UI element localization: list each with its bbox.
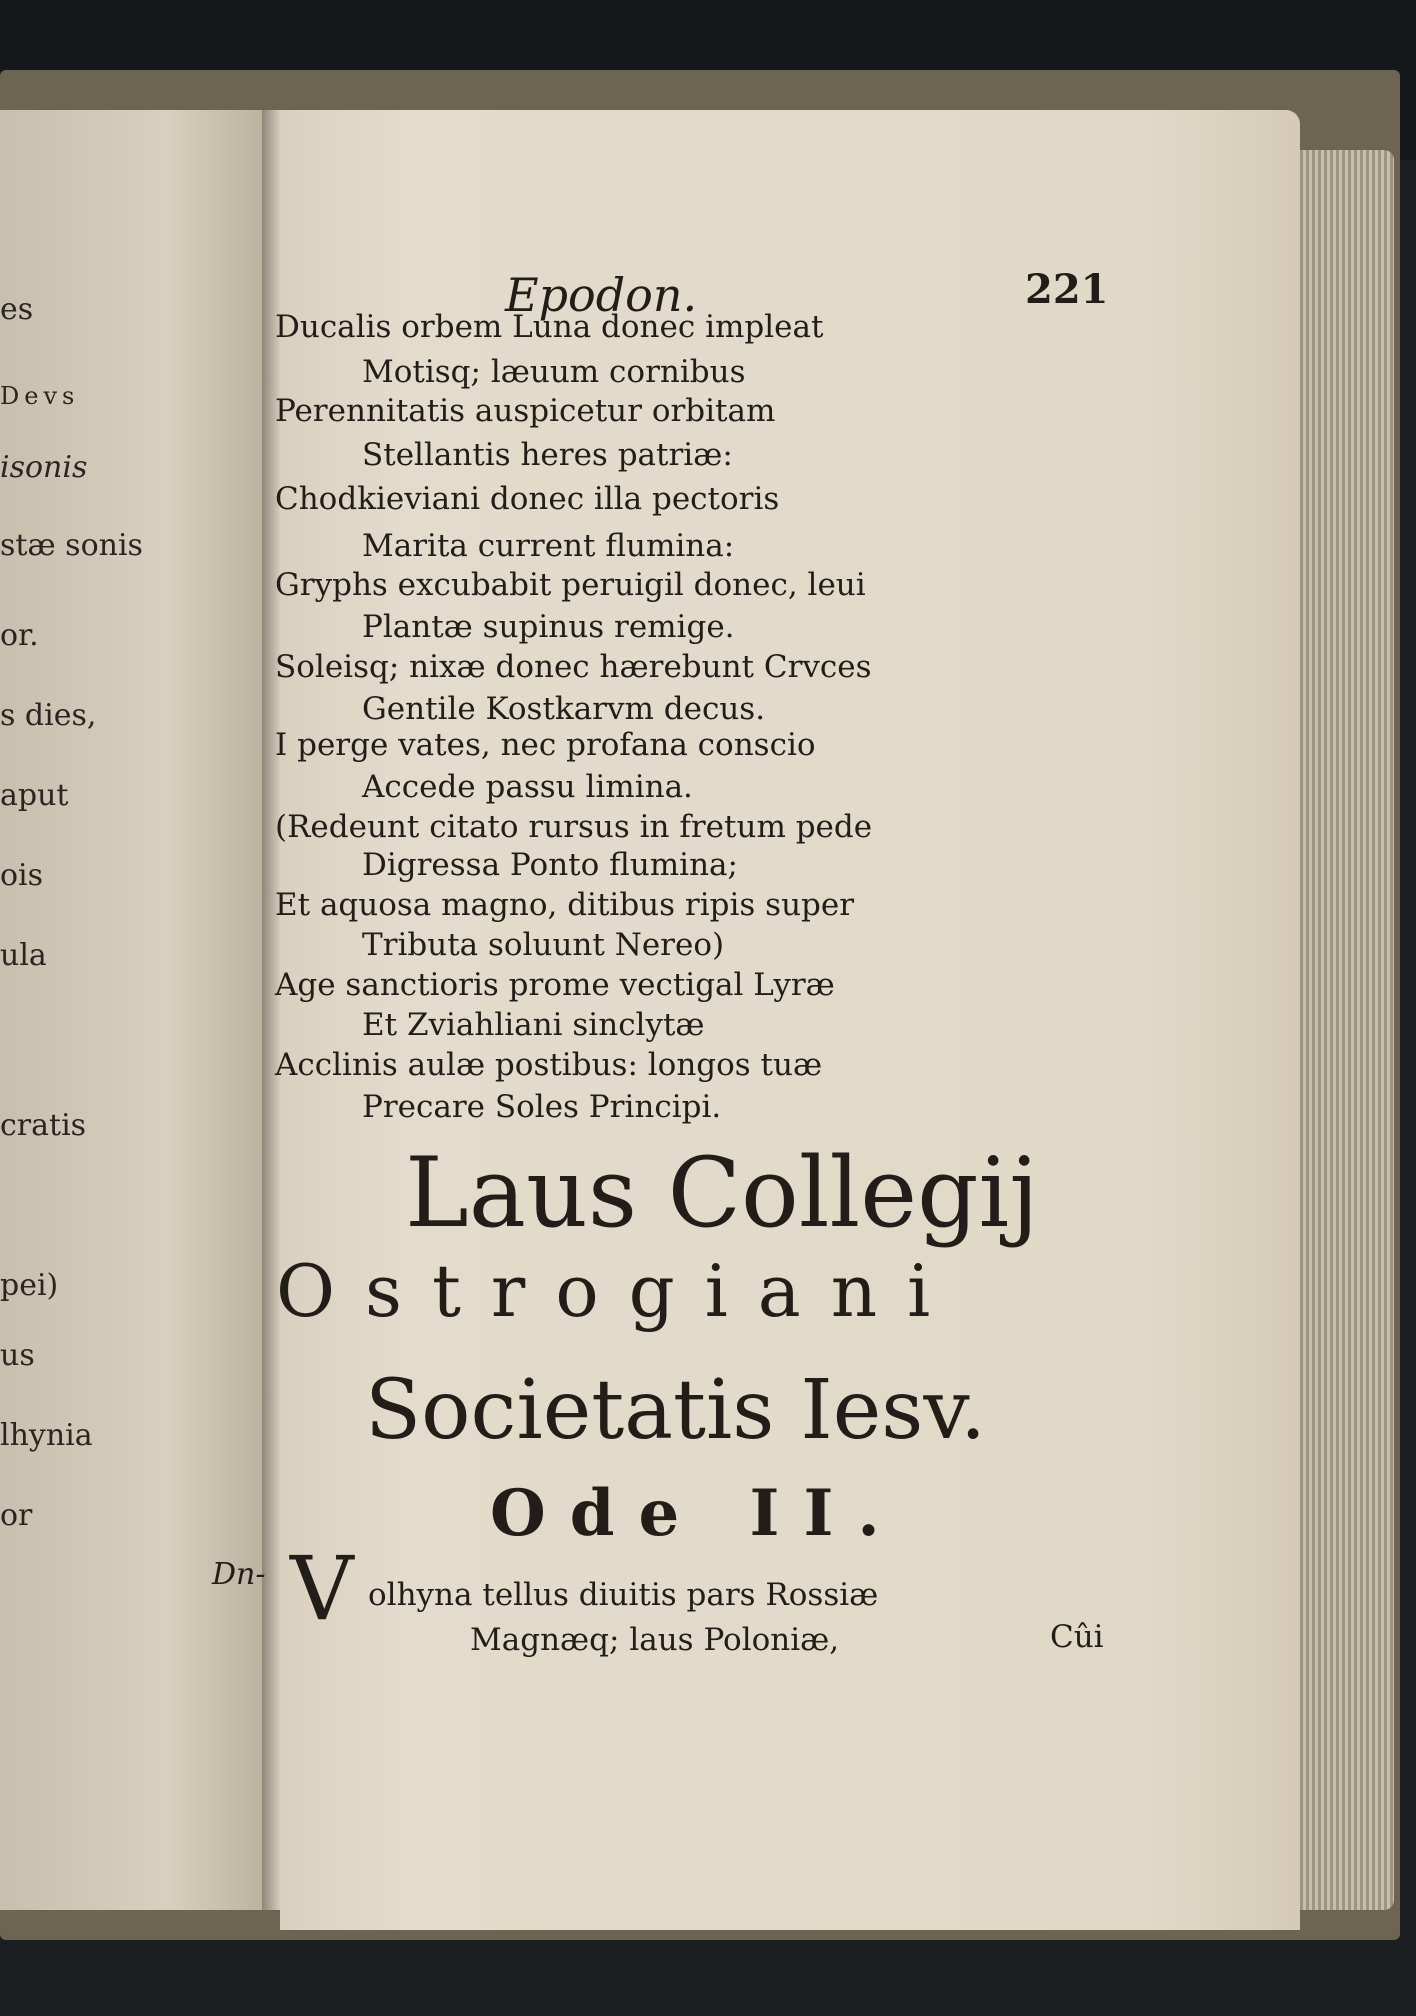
verse-line: Age sanctioris prome vectigal Lyræ [275,967,835,1003]
verse-line: Precare Soles Principi. [362,1089,722,1125]
left-fragment: cratis [0,1108,87,1143]
verse-line: Chodkieviani donec illa pectoris [275,481,780,517]
left-fragment: stæ sonis [0,528,143,563]
running-title: Epodon. [505,268,698,322]
verse-line: Gentile Kostkarvm decus. [362,691,766,727]
page-number: 221 [1025,266,1109,313]
left-fragment: aput [0,778,69,813]
left-fragment: or. [0,618,39,653]
left-fragment: lhynia [0,1418,93,1453]
verse-line: Motisq; læuum cornibus [362,354,746,390]
verse-line: Perennitatis auspicetur orbitam [275,393,776,429]
verse-line: Gryphs excubabit peruigil donec, leui [275,567,866,603]
verse-line: Digressa Ponto flumina; [362,847,738,883]
page-edges [1294,150,1394,1910]
left-fragment: s dies, [0,698,97,733]
left-fragment: Devs [0,382,80,410]
verse-line: Tributa soluunt Nereo) [362,927,725,963]
left-catchword: Dn- [212,1557,266,1592]
left-page [0,110,280,1910]
verse-line: (Redeunt citato rursus in fretum pede [275,809,873,845]
verse-line: Acclinis aulæ postibus: longos tuæ [275,1047,823,1083]
verse-line: Stellantis heres patriæ: [362,437,733,473]
drop-capital: V [290,1537,354,1640]
verse-line: Et aquosa magno, ditibus ripis super [275,887,855,923]
left-fragment: es [0,292,34,327]
left-fragment: or [0,1498,33,1533]
heading-ode-number: Ode II. [490,1476,904,1551]
verse-line: Marita current flumina: [362,528,735,564]
verse-line: I perge vates, nec profana conscio [275,727,816,763]
heading-societatis-iesu: Societatis Iesv. [365,1363,987,1458]
heading-ostrogiani: Ostrogiani [276,1249,961,1333]
left-fragment: us [0,1338,35,1373]
catchword: Cûi [1050,1619,1104,1655]
left-fragment: ula [0,938,47,973]
heading-laus-collegij: Laus Collegij [405,1137,1039,1249]
verse-line: Ducalis orbem Luna donec impleat [275,309,824,345]
verse-line: Soleisq; nixæ donec hærebunt Crvces [275,649,872,685]
left-fragment: isonis [0,450,88,485]
verse-line: Plantæ supinus remige. [362,609,735,645]
verse-line: Accede passu limina. [362,769,693,805]
left-fragment: ois [0,858,44,893]
verse-line: Et Zviahliani sinclytæ [362,1007,705,1043]
ode-first-line: olhyna tellus diuitis pars Rossiæ [368,1577,879,1613]
left-fragment: pei) [0,1268,59,1303]
ode-second-line: Magnæq; laus Poloniæ, [470,1622,840,1658]
